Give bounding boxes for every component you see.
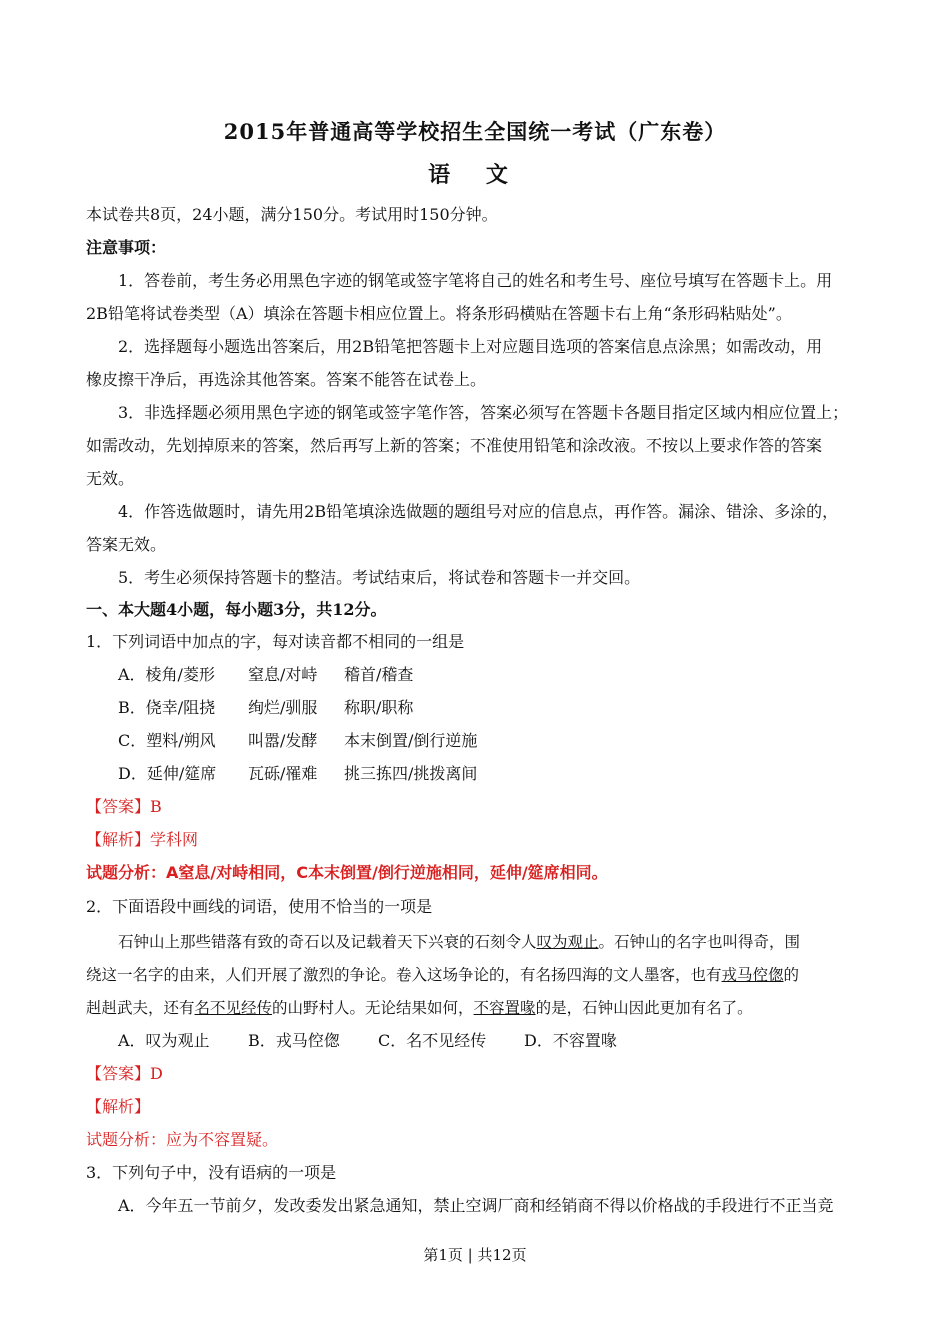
note-1-line-2: 2B铅笔将试卷类型（A）填涂在答题卡相应位置上。将条形码横贴在答题卡右上角“条形码粘贴处”。 [86,304,792,323]
note-3-line-1: 3．非选择题必须用黑色字迹的钢笔或签字笔作答，答案必须写在答题卡各题目指定区域内相应位置上； [118,403,849,422]
q1-answer: 【答案】B [86,797,162,816]
q1-b-2: 绚烂/驯服 [248,698,318,717]
note-3-line-2: 如需改动，先划掉原来的答案，然后再写上新的答案；不准使用铅笔和涂改液。不按以上要求作答的答案 [86,436,823,455]
q2-p1b: 。石钟山的名字也叫得奇，围 [598,933,801,951]
q2-answer: 【答案】D [86,1064,163,1083]
q1-d-3: 挑三拣四/挑拨离间 [344,764,478,783]
q1-option-c [118,731,477,751]
q1-b-1: B．侥幸/阻挠 [118,698,216,717]
q2-option-d: D．不容置喙 [524,1031,617,1050]
q1-option-a [118,665,413,685]
page-footer: 第1页 | 共12页 [423,1246,527,1264]
note-4-line-2: 答案无效。 [86,535,167,554]
q2-option-c: C．名不见经传 [378,1031,487,1050]
q2-passage-line-2 [86,965,799,985]
q2-underline-4: 不容置喙 [473,999,536,1017]
q2-underline-3: 名不见经传 [194,999,273,1017]
note-2-line-2: 橡皮擦干净后，再选涂其他答案。答案不能答在试卷上。 [86,370,487,389]
q2-stem: 2．下面语段中画线的词语，使用不恰当的一项是 [86,897,433,916]
q2-passage-line-3 [86,998,753,1018]
q2-passage-line-1 [118,932,800,952]
q2-p2a: 绕这一名字的由来，人们开展了激烈的争论。卷入这场争论的，有名扬四海的文人墨客，也有 [86,966,722,984]
q1-c-1: C．塑料/朔风 [118,731,216,750]
q1-c-2: 叫嚣/发酵 [248,731,318,750]
note-2-line-1: 2．选择题每小题选出答案后，用2B铅笔把答题卡上对应题目选项的答案信息点涂黑；如需改动，用 [118,337,823,356]
q2-analysis-label: 【解析】 [86,1097,151,1116]
q1-d-2: 瓦砾/罹难 [248,764,318,783]
exam-subject: 语 文 [428,162,522,188]
notes-heading: 注意事项： [86,238,167,257]
q2-underline-2: 戎马倥偬 [721,966,784,984]
exam-intro: 本试卷共8页，24小题，满分150分。考试用时150分钟。 [86,205,498,224]
q2-p3a: 赳赳武夫，还有 [86,999,195,1017]
q1-b-3: 称职/职称 [344,698,414,717]
q3-stem: 3．下列句子中，没有语病的一项是 [86,1163,337,1182]
q2-p2b: 的 [783,966,800,984]
q1-option-d [118,764,477,784]
q3-option-a: A．今年五一节前夕，发改委发出紧急通知，禁止空调厂商和经销商不得以价格战的手段进行不正当竞 [118,1196,834,1215]
note-4-line-1: 4．作答选做题时，请先用2B铅笔填涂选做题的题组号对应的信息点，再作答。漏涂、错涂、多涂的， [118,502,839,521]
note-3-line-3: 无效。 [86,469,135,488]
q1-stem: 1．下列词语中加点的字，每对读音都不相同的一组是 [86,632,465,651]
q1-analysis: 试题分析：A窒息/对峙相同，C本末倒置/倒行逆施相同，延伸/筵席相同。 [86,863,608,882]
note-5-line-1: 5．考生必须保持答题卡的整洁。考试结束后，将试卷和答题卡一并交回。 [118,568,641,587]
exam-title: 2015年普通高等学校招生全国统一考试（广东卷） [223,119,727,144]
q1-option-b [118,698,413,718]
q1-c-3: 本末倒置/倒行逆施 [344,731,478,750]
q2-option-a: A．叹为观止 [118,1031,210,1050]
q2-options [118,1031,617,1051]
q2-option-b: B．戎马倥偬 [248,1031,340,1050]
q1-d-1: D．延伸/筵席 [118,764,217,783]
note-1-line-1: 1．答卷前，考生务必用黑色字迹的钢笔或签字笔将自己的姓名和考生号、座位号填写在答题卡上。用 [118,271,833,290]
q1-a-2: 窒息/对峙 [248,665,318,684]
q2-p1a: 石钟山上那些错落有致的奇石以及记载着天下兴衰的石刻令人 [118,933,537,951]
q2-underline-1: 叹为观止 [536,933,599,951]
q2-p3c: 的是，石钟山因此更加有名了。 [535,999,753,1017]
q1-a-1: A．棱角/菱形 [118,665,215,684]
q2-analysis: 试题分析：应为不容置疑。 [86,1130,279,1149]
q1-analysis-label: 【解析】学科网 [86,830,199,849]
section-1-heading: 一、本大题4小题，每小题3分，共12分。 [86,600,387,619]
q2-p3b: 的山野村人。无论结果如何， [272,999,474,1017]
q1-a-3: 稽首/稽查 [344,665,414,684]
